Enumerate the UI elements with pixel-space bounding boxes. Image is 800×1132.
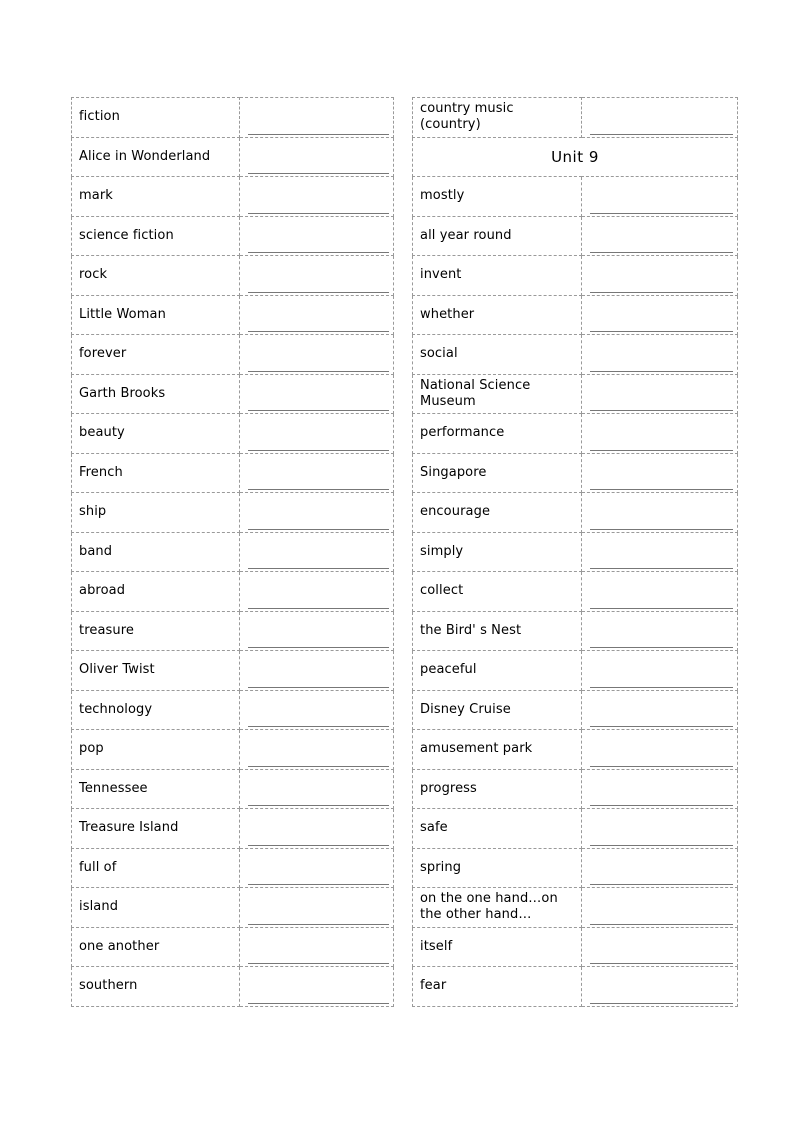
- vocab-word-cell: [413, 730, 582, 770]
- vocab-row: [413, 651, 738, 691]
- vocab-word: forever: [79, 346, 127, 362]
- answer-blank[interactable]: [582, 888, 738, 928]
- vocab-word: invent: [420, 267, 462, 283]
- answer-blank[interactable]: [582, 769, 738, 809]
- vocab-word-cell: [72, 177, 240, 217]
- vocab-word: on the one hand…on the other hand…: [420, 891, 558, 923]
- vocab-word-cell: [413, 888, 582, 928]
- vocab-word: beauty: [79, 425, 125, 441]
- answer-blank[interactable]: [582, 730, 738, 770]
- vocab-word: technology: [79, 701, 153, 717]
- vocab-word: peaceful: [420, 662, 477, 678]
- vocab-word: collect: [420, 583, 464, 599]
- answer-underline: [248, 371, 389, 372]
- vocab-word: encourage: [420, 504, 491, 520]
- answer-underline: [590, 568, 733, 569]
- vocab-row: [72, 98, 394, 138]
- vocab-row: [72, 888, 394, 928]
- answer-underline: [590, 450, 733, 451]
- answer-blank[interactable]: [240, 256, 394, 296]
- answer-blank[interactable]: [582, 335, 738, 375]
- vocab-word-cell: [72, 335, 240, 375]
- answer-underline: [248, 766, 389, 767]
- vocab-row: [72, 216, 394, 256]
- vocab-word: island: [79, 899, 119, 915]
- vocab-row: [72, 848, 394, 888]
- answer-underline: [248, 489, 389, 490]
- answer-underline: [248, 845, 389, 846]
- answer-blank[interactable]: [240, 137, 394, 177]
- vocab-word-cell: [413, 651, 582, 691]
- answer-blank[interactable]: [582, 651, 738, 691]
- answer-blank[interactable]: [582, 414, 738, 454]
- vocab-row: [72, 532, 394, 572]
- vocab-word-cell: [413, 335, 582, 375]
- answer-underline: [590, 529, 733, 530]
- answer-blank[interactable]: [240, 769, 394, 809]
- answer-blank[interactable]: [240, 848, 394, 888]
- vocab-word: amusement park: [420, 741, 533, 757]
- vocab-row: [413, 216, 738, 256]
- unit-heading: Unit 9: [413, 137, 738, 177]
- left-vocab-body: [72, 98, 394, 1007]
- vocab-row: [413, 414, 738, 454]
- answer-underline: [248, 213, 389, 214]
- vocab-word-cell: [72, 927, 240, 967]
- answer-underline: [590, 410, 733, 411]
- vocab-row: [72, 374, 394, 414]
- vocab-word: southern: [79, 978, 138, 994]
- answer-underline: [248, 173, 389, 174]
- vocab-word-cell: [72, 374, 240, 414]
- vocab-word-cell: [72, 611, 240, 651]
- vocab-row: [413, 453, 738, 493]
- vocab-row: [413, 888, 738, 928]
- vocab-row: [72, 572, 394, 612]
- vocab-row: [413, 848, 738, 888]
- answer-blank[interactable]: [240, 967, 394, 1007]
- vocab-word: Little Woman: [79, 306, 166, 322]
- answer-blank[interactable]: [582, 848, 738, 888]
- answer-underline: [248, 647, 389, 648]
- vocab-word: simply: [420, 543, 464, 559]
- answer-blank[interactable]: [240, 98, 394, 138]
- vocab-word-cell: [413, 374, 582, 414]
- answer-underline: [590, 805, 733, 806]
- vocab-word-cell: [413, 98, 582, 138]
- vocab-word-cell: [72, 572, 240, 612]
- vocab-row: [72, 414, 394, 454]
- answer-blank[interactable]: [240, 177, 394, 217]
- vocab-row: [413, 374, 738, 414]
- vocab-word: Alice in Wonderland: [79, 148, 211, 164]
- vocab-row: [413, 295, 738, 335]
- answer-blank[interactable]: [582, 927, 738, 967]
- vocab-row: [72, 967, 394, 1007]
- vocab-word-cell: [413, 611, 582, 651]
- vocab-word-cell: [72, 651, 240, 691]
- vocab-row: [413, 927, 738, 967]
- answer-underline: [590, 726, 733, 727]
- vocab-row: [413, 493, 738, 533]
- answer-blank[interactable]: [240, 651, 394, 691]
- vocab-word-cell: [72, 967, 240, 1007]
- vocab-word-cell: [413, 927, 582, 967]
- vocab-word-cell: [72, 295, 240, 335]
- answer-blank[interactable]: [582, 493, 738, 533]
- answer-underline: [590, 608, 733, 609]
- answer-blank[interactable]: [240, 532, 394, 572]
- vocab-word: full of: [79, 859, 117, 875]
- answer-underline: [248, 292, 389, 293]
- answer-underline: [590, 292, 733, 293]
- answer-blank[interactable]: [240, 611, 394, 651]
- vocab-word: spring: [420, 859, 462, 875]
- vocab-word: French: [79, 464, 123, 480]
- answer-underline: [248, 726, 389, 727]
- answer-underline: [590, 213, 733, 214]
- vocab-word: Oliver Twist: [79, 662, 155, 678]
- answer-blank[interactable]: [240, 414, 394, 454]
- answer-underline: [590, 884, 733, 885]
- vocab-row: [413, 690, 738, 730]
- answer-blank[interactable]: [240, 690, 394, 730]
- vocab-row: [72, 295, 394, 335]
- answer-underline: [248, 1003, 389, 1004]
- answer-blank[interactable]: [582, 295, 738, 335]
- vocab-row: [72, 651, 394, 691]
- vocab-word: fiction: [79, 109, 120, 125]
- vocab-word-cell: [72, 532, 240, 572]
- vocab-row: [413, 611, 738, 651]
- vocab-word: whether: [420, 306, 475, 322]
- vocab-word: rock: [79, 267, 108, 283]
- vocab-word-cell: [413, 848, 582, 888]
- vocab-word-cell: [413, 532, 582, 572]
- answer-blank[interactable]: [582, 690, 738, 730]
- answer-blank[interactable]: [240, 295, 394, 335]
- vocab-row: [72, 690, 394, 730]
- vocab-word: the Bird' s Nest: [420, 622, 522, 638]
- answer-blank[interactable]: [240, 572, 394, 612]
- vocab-word: one another: [79, 938, 160, 954]
- vocab-word-cell: [72, 414, 240, 454]
- vocab-word: social: [420, 346, 458, 362]
- vocab-word: mark: [79, 188, 113, 204]
- vocab-word-cell: [72, 690, 240, 730]
- vocab-row: [72, 769, 394, 809]
- vocab-word-cell: [72, 888, 240, 928]
- vocab-word-cell: [72, 137, 240, 177]
- vocab-row: [413, 532, 738, 572]
- answer-underline: [248, 410, 389, 411]
- answer-underline: [590, 766, 733, 767]
- answer-underline: [590, 371, 733, 372]
- answer-underline: [248, 568, 389, 569]
- answer-blank[interactable]: [240, 927, 394, 967]
- vocab-word-cell: [413, 453, 582, 493]
- answer-underline: [248, 608, 389, 609]
- vocab-word-cell: [72, 730, 240, 770]
- vocab-word-cell: [72, 98, 240, 138]
- vocab-word-cell: [413, 414, 582, 454]
- vocab-word: band: [79, 543, 113, 559]
- vocab-word: treasure: [79, 622, 134, 638]
- vocab-word: Garth Brooks: [79, 385, 166, 401]
- answer-underline: [590, 963, 733, 964]
- answer-underline: [248, 963, 389, 964]
- answer-blank[interactable]: [582, 453, 738, 493]
- vocab-row: [72, 809, 394, 849]
- answer-blank[interactable]: [582, 967, 738, 1007]
- vocab-word: progress: [420, 780, 477, 796]
- left-vocab-table: [71, 97, 394, 1007]
- answer-blank[interactable]: [582, 256, 738, 296]
- vocab-row: [413, 730, 738, 770]
- answer-underline: [590, 924, 733, 925]
- answer-blank[interactable]: [582, 177, 738, 217]
- vocab-word: performance: [420, 425, 505, 441]
- vocab-row: [413, 572, 738, 612]
- vocab-row: [413, 256, 738, 296]
- answer-underline: [248, 884, 389, 885]
- vocab-word-cell: [413, 572, 582, 612]
- vocab-word-cell: [72, 453, 240, 493]
- vocab-word-cell: [413, 809, 582, 849]
- vocab-word-cell: [413, 256, 582, 296]
- vocab-row: [72, 256, 394, 296]
- answer-underline: [590, 252, 733, 253]
- answer-blank[interactable]: [240, 888, 394, 928]
- answer-underline: [248, 687, 389, 688]
- answer-blank[interactable]: [240, 809, 394, 849]
- vocab-word-cell: [72, 493, 240, 533]
- vocab-word-cell: [72, 216, 240, 256]
- vocab-word-cell: [413, 216, 582, 256]
- vocab-row: [72, 335, 394, 375]
- vocab-row: [72, 137, 394, 177]
- vocab-row: [72, 177, 394, 217]
- vocab-word-cell: [72, 848, 240, 888]
- vocab-word-cell: [413, 177, 582, 217]
- vocab-word: National Science Museum: [420, 377, 531, 409]
- vocab-word: Treasure Island: [79, 820, 179, 836]
- answer-blank[interactable]: [240, 335, 394, 375]
- vocab-word-cell: [72, 256, 240, 296]
- vocab-row: [413, 137, 738, 177]
- vocab-word-cell: [413, 295, 582, 335]
- answer-underline: [590, 845, 733, 846]
- vocab-row: [413, 177, 738, 217]
- answer-blank[interactable]: [240, 453, 394, 493]
- answer-underline: [590, 489, 733, 490]
- vocab-word: itself: [420, 938, 453, 954]
- vocab-word-cell: [72, 769, 240, 809]
- answer-blank[interactable]: [240, 493, 394, 533]
- answer-underline: [248, 529, 389, 530]
- answer-blank[interactable]: [240, 216, 394, 256]
- answer-underline: [248, 450, 389, 451]
- answer-underline: [590, 134, 733, 135]
- vocab-word: safe: [420, 820, 448, 836]
- right-vocab-body: [413, 98, 738, 1007]
- vocab-row: [413, 98, 738, 138]
- vocab-word: science fiction: [79, 227, 174, 243]
- answer-underline: [248, 805, 389, 806]
- vocab-word: Disney Cruise: [420, 701, 511, 717]
- answer-underline: [248, 134, 389, 135]
- vocab-row: [72, 611, 394, 651]
- answer-underline: [248, 252, 389, 253]
- vocab-row: [72, 730, 394, 770]
- vocab-row: [413, 769, 738, 809]
- answer-underline: [590, 687, 733, 688]
- vocab-word: pop: [79, 741, 104, 757]
- vocab-row: [413, 967, 738, 1007]
- answer-underline: [590, 647, 733, 648]
- answer-blank[interactable]: [582, 98, 738, 138]
- vocab-word-cell: [72, 809, 240, 849]
- answer-blank[interactable]: [240, 374, 394, 414]
- answer-blank[interactable]: [582, 572, 738, 612]
- vocab-word: abroad: [79, 583, 126, 599]
- answer-blank[interactable]: [582, 809, 738, 849]
- vocab-word: all year round: [420, 227, 512, 243]
- vocab-word: mostly: [420, 188, 465, 204]
- vocab-word: ship: [79, 504, 107, 520]
- answer-underline: [590, 331, 733, 332]
- right-vocab-table: [412, 97, 738, 1007]
- vocab-word-cell: [413, 690, 582, 730]
- vocab-word-cell: [413, 769, 582, 809]
- vocab-row: [72, 927, 394, 967]
- vocab-word-cell: [413, 493, 582, 533]
- vocab-word: country music (country): [420, 101, 514, 133]
- vocab-word-cell: [413, 967, 582, 1007]
- answer-blank[interactable]: [582, 374, 738, 414]
- answer-underline: [248, 924, 389, 925]
- vocab-row: [72, 493, 394, 533]
- answer-blank[interactable]: [240, 730, 394, 770]
- answer-underline: [590, 1003, 733, 1004]
- vocab-row: [72, 453, 394, 493]
- vocab-word: Singapore: [420, 464, 487, 480]
- vocab-word: Tennessee: [79, 780, 148, 796]
- vocab-row: [413, 809, 738, 849]
- vocab-row: [413, 335, 738, 375]
- answer-blank[interactable]: [582, 532, 738, 572]
- answer-blank[interactable]: [582, 216, 738, 256]
- answer-blank[interactable]: [582, 611, 738, 651]
- vocab-word: fear: [420, 978, 447, 994]
- answer-underline: [248, 331, 389, 332]
